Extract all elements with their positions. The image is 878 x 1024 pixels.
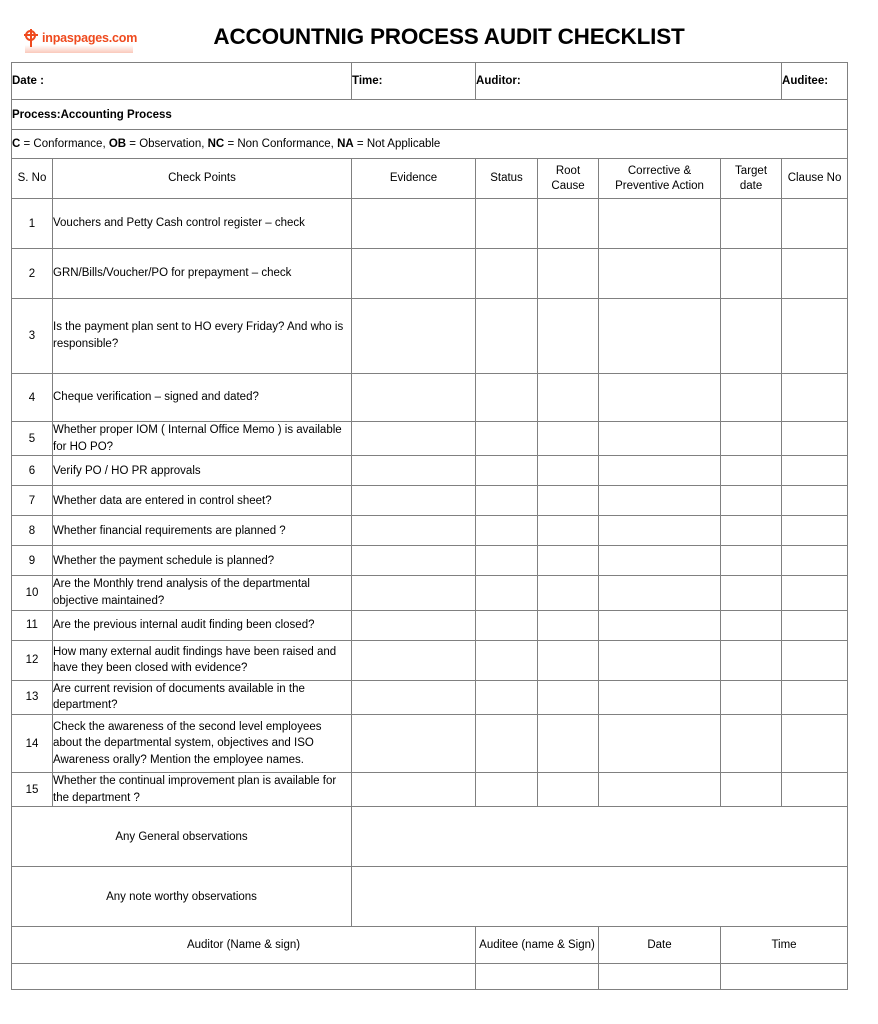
row-corrective-action-cell[interactable] [599, 516, 721, 546]
legend-meaning-nc: Non Conformance, [237, 138, 338, 150]
time-field[interactable]: Time: [352, 63, 476, 100]
row-serial-number: 7 [12, 486, 53, 516]
row-root-cause-cell[interactable] [538, 374, 599, 422]
row-root-cause-cell[interactable] [538, 610, 599, 640]
row-root-cause-cell[interactable] [538, 576, 599, 610]
legend-sep-0: = [20, 138, 34, 150]
table-row [12, 422, 848, 456]
column-header-sno: S. No [12, 159, 53, 199]
noteworthy-observations-label: Any note worthy observations [12, 867, 352, 927]
row-clause-no-cell[interactable] [782, 374, 848, 422]
row-root-cause-cell[interactable] [538, 422, 599, 456]
row-evidence-cell[interactable] [352, 422, 476, 456]
legend-text [12, 130, 848, 159]
row-evidence-cell[interactable] [352, 546, 476, 576]
noteworthy-observations-value[interactable] [352, 867, 848, 927]
row-serial-number: 12 [12, 640, 53, 680]
row-status-cell[interactable] [476, 715, 538, 773]
row-check-point: Is the payment plan sent to HO every Friday? And who is responsible? [53, 299, 352, 374]
row-check-point: Cheque verification – signed and dated? [53, 374, 352, 422]
row-corrective-action-cell[interactable] [599, 374, 721, 422]
row-evidence-cell[interactable] [352, 299, 476, 374]
row-check-point: Whether proper IOM ( Internal Office Memo ) is available for HO PO? [53, 422, 352, 456]
row-serial-number: 13 [12, 680, 53, 714]
signature-header-time: Time [721, 927, 848, 964]
row-status-cell[interactable] [476, 610, 538, 640]
row-evidence-cell[interactable] [352, 516, 476, 546]
auditor-field[interactable]: Auditor: [476, 63, 782, 100]
row-clause-no-cell[interactable] [782, 422, 848, 456]
row-serial-number: 11 [12, 610, 53, 640]
general-observations-label: Any General observations [12, 807, 352, 867]
row-serial-number: 4 [12, 374, 53, 422]
column-header-root-cause [538, 159, 599, 199]
row-clause-no-cell[interactable] [782, 576, 848, 610]
process-label: Process:Accounting Process [12, 100, 848, 130]
row-evidence-cell[interactable] [352, 680, 476, 714]
legend-code-nc: NC [207, 138, 225, 150]
legend-code-ob: OB [108, 138, 127, 150]
target-line-2: date [739, 179, 763, 192]
page-title: ACCOUNTNIG PROCESS AUDIT CHECKLIST [213, 24, 685, 49]
table-row [12, 299, 848, 374]
row-clause-no-cell[interactable] [782, 486, 848, 516]
table-row [12, 680, 848, 714]
row-corrective-action-cell[interactable] [599, 680, 721, 714]
table-row [12, 374, 848, 422]
signature-value-row [12, 964, 848, 990]
row-status-cell[interactable] [476, 422, 538, 456]
legend-meaning-ob: Observation, [139, 138, 208, 150]
row-corrective-action-cell[interactable] [599, 773, 721, 807]
row-corrective-action-cell[interactable] [599, 199, 721, 249]
row-status-cell[interactable] [476, 576, 538, 610]
row-evidence-cell[interactable] [352, 249, 476, 299]
row-root-cause-cell[interactable] [538, 715, 599, 773]
legend-code-c: C [12, 138, 21, 150]
column-header-clause-no: Clause No [782, 159, 848, 199]
row-check-point: Verify PO / HO PR approvals [53, 456, 352, 486]
column-header-target-date [721, 159, 782, 199]
row-target-date-cell[interactable] [721, 680, 782, 714]
audit-checklist-table [11, 62, 848, 990]
row-corrective-action-cell[interactable] [599, 576, 721, 610]
corrective-line-2: Preventive Action [615, 179, 704, 192]
row-root-cause-cell[interactable] [538, 486, 599, 516]
row-corrective-action-cell[interactable] [599, 249, 721, 299]
row-status-cell[interactable] [476, 249, 538, 299]
signature-value-time[interactable] [721, 964, 848, 990]
signature-header-auditor: Auditor (Name & sign) [12, 927, 476, 964]
row-evidence-cell[interactable] [352, 773, 476, 807]
row-clause-no-cell[interactable] [782, 640, 848, 680]
table-row [12, 576, 848, 610]
row-corrective-action-cell[interactable] [599, 640, 721, 680]
row-evidence-cell[interactable] [352, 456, 476, 486]
row-target-date-cell[interactable] [721, 422, 782, 456]
row-serial-number: 8 [12, 516, 53, 546]
row-check-point: GRN/Bills/Voucher/PO for prepayment – check [53, 249, 352, 299]
row-root-cause-cell[interactable] [538, 299, 599, 374]
brand-logo-text: inpaspages.com [42, 30, 138, 45]
row-target-date-cell[interactable] [721, 546, 782, 576]
row-target-date-cell[interactable] [721, 456, 782, 486]
row-status-cell[interactable] [476, 374, 538, 422]
row-target-date-cell[interactable] [721, 640, 782, 680]
row-clause-no-cell[interactable] [782, 773, 848, 807]
signature-value-auditee[interactable] [476, 964, 599, 990]
row-target-date-cell[interactable] [721, 516, 782, 546]
row-evidence-cell[interactable] [352, 486, 476, 516]
table-row [12, 456, 848, 486]
root-cause-line-2: Cause [551, 179, 585, 192]
row-status-cell[interactable] [476, 773, 538, 807]
signature-value-auditor[interactable] [12, 964, 476, 990]
row-corrective-action-cell[interactable] [599, 610, 721, 640]
signature-header-auditee: Auditee (name & Sign) [476, 927, 599, 964]
column-header-corrective-action [599, 159, 721, 199]
row-evidence-cell[interactable] [352, 576, 476, 610]
row-clause-no-cell[interactable] [782, 715, 848, 773]
row-status-cell[interactable] [476, 546, 538, 576]
row-evidence-cell[interactable] [352, 640, 476, 680]
row-status-cell[interactable] [476, 680, 538, 714]
row-target-date-cell[interactable] [721, 199, 782, 249]
signature-header-row [12, 927, 848, 964]
row-target-date-cell[interactable] [721, 773, 782, 807]
row-status-cell[interactable] [476, 516, 538, 546]
table-row [12, 715, 848, 773]
corrective-line-1: Corrective & [627, 165, 692, 178]
observation-row [12, 867, 848, 927]
row-evidence-cell[interactable] [352, 715, 476, 773]
row-corrective-action-cell[interactable] [599, 456, 721, 486]
observation-row [12, 807, 848, 867]
row-serial-number: 5 [12, 422, 53, 456]
row-check-point: Whether the continual improvement plan is available for the department ? [53, 773, 352, 807]
row-evidence-cell[interactable] [352, 199, 476, 249]
row-clause-no-cell[interactable] [782, 456, 848, 486]
row-serial-number: 2 [12, 249, 53, 299]
column-header-evidence: Evidence [352, 159, 476, 199]
row-root-cause-cell[interactable] [538, 773, 599, 807]
row-check-point: Are the Monthly trend analysis of the departmental objective maintained? [53, 576, 352, 610]
general-observations-value[interactable] [352, 807, 848, 867]
row-serial-number: 6 [12, 456, 53, 486]
row-corrective-action-cell[interactable] [599, 546, 721, 576]
row-check-point: Vouchers and Petty Cash control register – check [53, 199, 352, 249]
row-clause-no-cell[interactable] [782, 680, 848, 714]
row-target-date-cell[interactable] [721, 249, 782, 299]
row-corrective-action-cell[interactable] [599, 715, 721, 773]
table-row [12, 640, 848, 680]
date-field[interactable]: Date : [12, 63, 352, 100]
audit-info-row [12, 63, 848, 100]
row-clause-no-cell[interactable] [782, 546, 848, 576]
checklist-rows [12, 199, 848, 807]
table-row [12, 546, 848, 576]
row-serial-number: 3 [12, 299, 53, 374]
table-row [12, 610, 848, 640]
row-root-cause-cell[interactable] [538, 199, 599, 249]
signature-header-date: Date [599, 927, 721, 964]
row-check-point: Whether the payment schedule is planned? [53, 546, 352, 576]
legend-sep-3: = [353, 138, 367, 150]
process-row [12, 100, 848, 130]
document-header [11, 14, 847, 60]
row-root-cause-cell[interactable] [538, 249, 599, 299]
row-corrective-action-cell[interactable] [599, 486, 721, 516]
legend-code-na: NA [337, 138, 354, 150]
table-row [12, 486, 848, 516]
signature-value-date[interactable] [599, 964, 721, 990]
row-serial-number: 10 [12, 576, 53, 610]
row-corrective-action-cell[interactable] [599, 422, 721, 456]
row-target-date-cell[interactable] [721, 715, 782, 773]
row-status-cell[interactable] [476, 299, 538, 374]
row-check-point: Whether data are entered in control sheet? [53, 486, 352, 516]
row-clause-no-cell[interactable] [782, 199, 848, 249]
legend-meaning-na: Not Applicable [366, 138, 441, 150]
row-serial-number: 9 [12, 546, 53, 576]
table-row [12, 199, 848, 249]
legend-row [12, 130, 848, 159]
row-clause-no-cell[interactable] [782, 516, 848, 546]
table-row [12, 249, 848, 299]
row-root-cause-cell[interactable] [538, 546, 599, 576]
table-header-row [12, 159, 848, 199]
target-line-1: Target [735, 165, 768, 178]
row-check-point: Are current revision of documents available in the department? [53, 680, 352, 714]
legend-sep-2: = [224, 138, 238, 150]
row-target-date-cell[interactable] [721, 374, 782, 422]
row-clause-no-cell[interactable] [782, 299, 848, 374]
row-target-date-cell[interactable] [721, 610, 782, 640]
row-check-point: Check the awareness of the second level employees about the departmental system, objectives and ISO Awareness orally? Mention the employee names. [53, 715, 352, 773]
row-serial-number: 14 [12, 715, 53, 773]
row-root-cause-cell[interactable] [538, 640, 599, 680]
row-status-cell[interactable] [476, 486, 538, 516]
column-header-check-points: Check Points [53, 159, 352, 199]
row-evidence-cell[interactable] [352, 610, 476, 640]
column-header-status: Status [476, 159, 538, 199]
row-target-date-cell[interactable] [721, 299, 782, 374]
table-row [12, 516, 848, 546]
auditee-field[interactable]: Auditee: [782, 63, 848, 100]
row-root-cause-cell[interactable] [538, 456, 599, 486]
row-status-cell[interactable] [476, 199, 538, 249]
row-target-date-cell[interactable] [721, 576, 782, 610]
row-serial-number: 15 [12, 773, 53, 807]
row-evidence-cell[interactable] [352, 374, 476, 422]
row-root-cause-cell[interactable] [538, 516, 599, 546]
legend-sep-1: = [126, 138, 140, 150]
row-check-point: How many external audit findings have been raised and have they been closed with evidence? [53, 640, 352, 680]
row-status-cell[interactable] [476, 456, 538, 486]
row-clause-no-cell[interactable] [782, 249, 848, 299]
row-check-point: Whether financial requirements are planned ? [53, 516, 352, 546]
table-row [12, 773, 848, 807]
legend-meaning-c: Conformance, [33, 138, 109, 150]
row-corrective-action-cell[interactable] [599, 299, 721, 374]
row-status-cell[interactable] [476, 640, 538, 680]
root-cause-line-1: Root [555, 165, 581, 178]
row-serial-number: 1 [12, 199, 53, 249]
row-clause-no-cell[interactable] [782, 610, 848, 640]
row-target-date-cell[interactable] [721, 486, 782, 516]
row-root-cause-cell[interactable] [538, 680, 599, 714]
row-check-point: Are the previous internal audit finding been closed? [53, 610, 352, 640]
